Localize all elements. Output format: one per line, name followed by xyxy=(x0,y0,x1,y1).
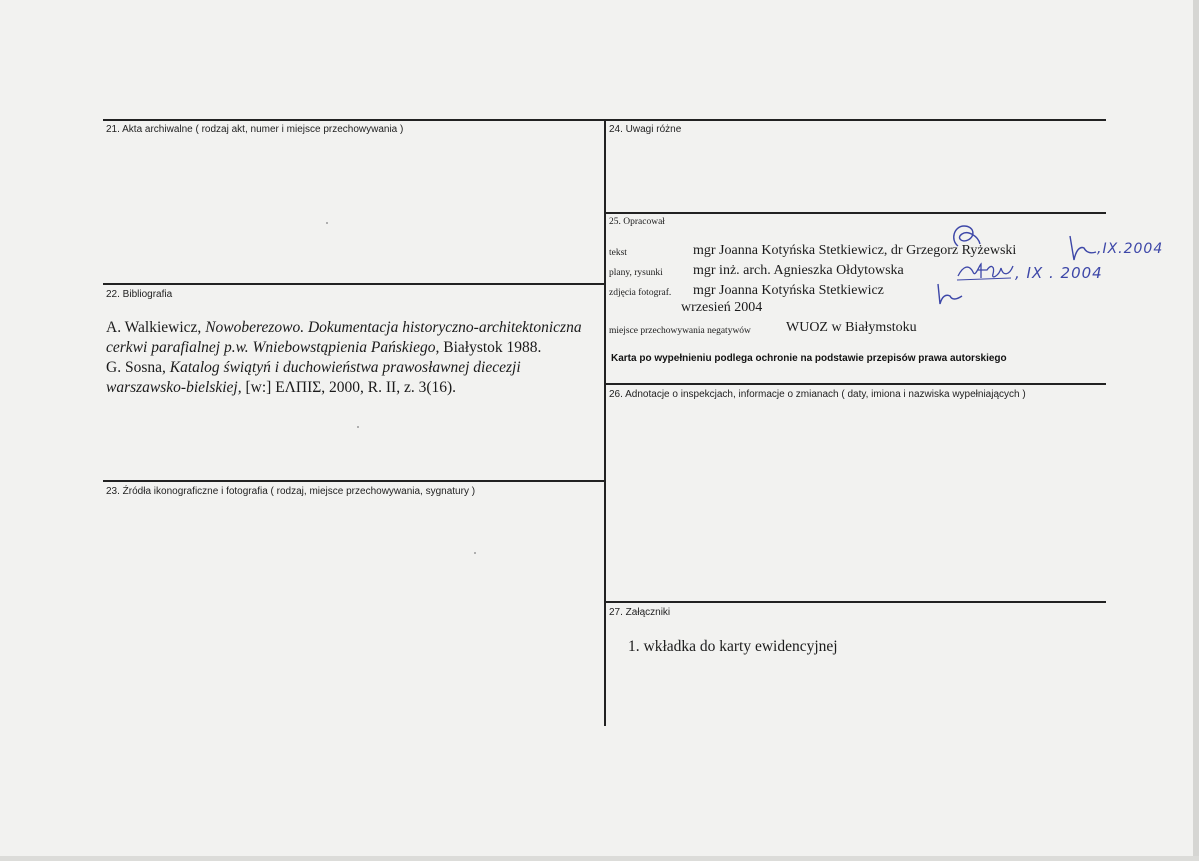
row-value-text: mgr Joanna Kotyńska Stetkiewicz, dr Grzegorz Ryżewski xyxy=(693,243,1017,258)
rule-21-22 xyxy=(103,283,604,285)
scan-speck xyxy=(326,222,328,224)
entry-author: G. Sosna, xyxy=(106,359,170,376)
bibliography-entry xyxy=(106,358,601,398)
entry-title: Nowoberezowo. Dokumentacja historyczno-architektoniczna cerkwi parafialnej p.w. Wniebowstąpienia Pańskiego, xyxy=(106,319,582,356)
copyright-notice: Karta po wypełnieniu podlega ochronie na podstawie przepisów prawa autorskiego xyxy=(611,353,1007,364)
row-value-photos: mgr Joanna Kotyńska Stetkiewicz xyxy=(693,283,884,298)
signature-ryzewski xyxy=(948,222,984,256)
handwritten-date-2: , IX . 2004 xyxy=(1015,264,1103,282)
signature-initial-2 xyxy=(930,280,966,310)
row-value-drawings: mgr inż. arch. Agnieszka Ołdytowska xyxy=(693,263,904,278)
rule-25-26 xyxy=(604,383,1106,385)
field-22-header: 22. Bibliografia xyxy=(106,289,173,300)
bibliography-entries xyxy=(106,318,601,398)
rule-24-25 xyxy=(604,212,1106,214)
rule-center-vertical xyxy=(604,119,606,726)
rule-26-27 xyxy=(604,601,1106,603)
entry-title: Katalog świątyń i duchowieństwa prawosławnej diecezji warszawsko-bielskiej, xyxy=(106,359,521,396)
row-label-photos: zdjęcia fotograf. xyxy=(609,288,672,298)
bibliography-entry xyxy=(106,318,601,358)
field-24-header: 24. Uwagi różne xyxy=(609,124,682,135)
attachment-item: 1. wkładka do karty ewidencyjnej xyxy=(628,638,838,655)
handwritten-date-1: ,IX.2004 xyxy=(1097,241,1164,257)
negatives-storage-label: miejsce przechowywania negatywów xyxy=(609,326,751,336)
entry-author: A. Walkiewicz, xyxy=(106,319,206,336)
field-23-header: 23. Źródła ikonograficzne i fotografia ( rodzaj, miejsce przechowywania, sygnatury ) xyxy=(106,486,476,497)
entry-publication: [w:] ΕΛΠΙΣ, 2000, R. II, z. 3(16). xyxy=(241,379,457,396)
negatives-storage-value: WUOZ w Białymstoku xyxy=(786,320,917,335)
prepared-date: wrzesień 2004 xyxy=(681,300,763,315)
rule-22-23 xyxy=(103,480,604,482)
field-26-header: 26. Adnotacje o inspekcjach, informacje o zmianach ( daty, imiona i nazwiska wypełniających ) xyxy=(609,389,1026,400)
field-25-header: 25. Opracował xyxy=(609,217,665,227)
scan-speck xyxy=(357,426,359,428)
scan-speck xyxy=(474,552,476,554)
row-label-drawings: plany, rysunki xyxy=(609,268,663,278)
row-label-text: tekst xyxy=(609,248,627,258)
signature-initial-1 xyxy=(1066,230,1100,264)
scan-edge-bottom xyxy=(0,856,1199,861)
scan-edge-right xyxy=(1193,0,1199,861)
field-27-header: 27. Załączniki xyxy=(609,607,671,618)
field-21-header: 21. Akta archiwalne ( rodzaj akt, numer i miejsce przechowywania ) xyxy=(106,124,404,135)
entry-publication: Białystok 1988. xyxy=(439,339,542,356)
